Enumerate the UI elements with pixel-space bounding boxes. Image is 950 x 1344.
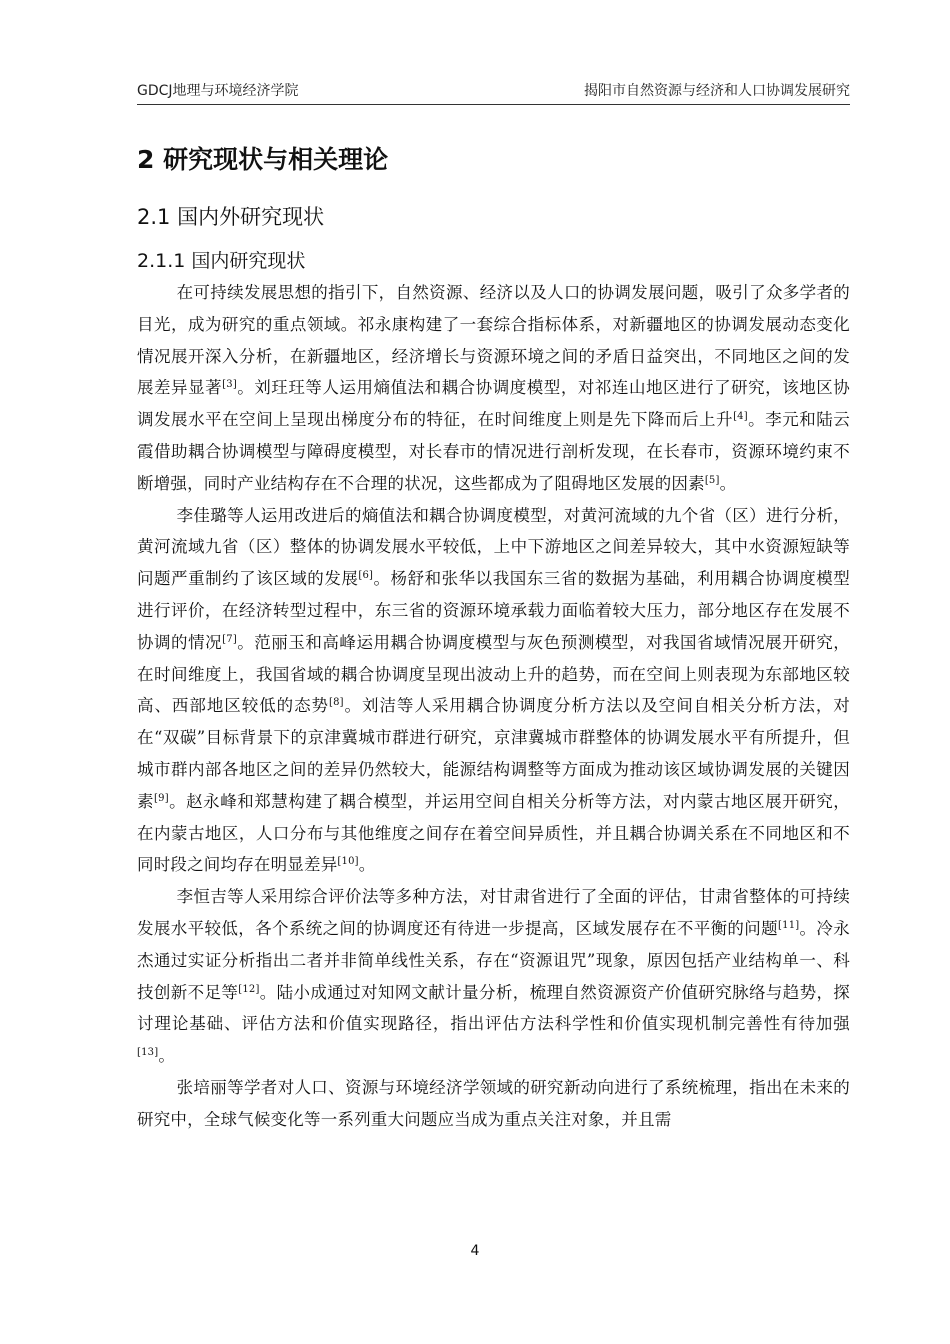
body-paragraph [137,881,850,1072]
paragraph-text: 。杨舒和张华以我国东三省的数据为基础，利用耦合协调度模型进行评价，在经济转型过程中，东三省的资源环境承载力面临着较大压力，部分地区存在发展不协调的情况 [137,569,850,652]
running-header [137,76,850,100]
citation-reference: [7] [222,633,237,645]
citation-reference: [4] [733,411,748,423]
paragraph-text: 张培丽等学者对人口、资源与环境经济学领域的研究新动向进行了系统梳理，指出在未来的研究中，全球气候变化等一系列重大问题应当成为重点关注对象，并且需 [137,1077,850,1129]
citation-reference: [10] [337,856,359,868]
citation-reference: [13] [137,1047,159,1059]
citation-reference: [6] [358,570,374,582]
body-text [137,277,850,1136]
citation-reference: [3] [222,379,237,391]
paragraph-text: 。李元和陆云霞借助耦合协调模型与障碍度模型，对长春市的情况进行剖析发现，在长春市，资源环境约束不断增强，同时产业结构存在不合理的状况，这些都成为了阻碍地区发展的因素 [137,410,851,493]
paragraph-text: 。冷永杰通过实证分析指出二者并非简单线性关系，存在“资源诅咒”现象，原因包括产业结构单一、科技创新不足等 [137,918,850,1002]
body-paragraph [137,1072,850,1136]
header-right-text: 揭阳市自然资源与经济和人口协调发展研究 [584,83,850,99]
paragraph-text: 。 [358,855,376,875]
paragraph-text: 。赵永峰和郑慧构建了耦合模型，并运用空间自相关分析等方法，对内蒙古地区展开研究，在内蒙古地区，人口分布与其他维度之间存在着空间异质性，并且耦合协调关系在不同地区和不同时段之间均存在明显差异 [137,791,850,875]
section-heading: 2.1 国内外研究现状 [137,205,325,229]
header-divider [137,104,850,105]
page-number: 4 [470,1243,480,1259]
paragraph-text: 。刘洁等人采用耦合协调度分析方法以及空间自相关分析方法，对在“双碳”目标背景下的京津冀城市群进行研究，京津冀城市群整体的协调发展水平有所提升，但城市群内部各地区之间的差异仍然较大，能源结构调整等方面成为推动该区域协调发展的关键因素 [137,696,850,811]
body-paragraph [137,500,850,882]
citation-reference: [5] [704,474,720,486]
paragraph-text: 。刘玨玨等人运用熵值法和耦合协调度模型，对祁连山地区进行了研究，该地区协调发展水平在空间上呈现出梯度分布的特征，在时间维度上则是先下降而后上升 [137,378,851,430]
header-left-text: GDCJ地理与环境经济学院 [137,83,299,99]
chapter-heading: 2 研究现状与相关理论 [137,145,389,174]
paragraph-text: 李恒吉等人采用综合评价法等多种方法，对甘肃省进行了全面的评估，甘肃省整体的可持续发展水平较低，各个系统之间的协调度还有待进一步提高，区域发展存在不平衡的问题 [137,887,850,938]
paragraph-text: 。范丽玉和高峰运用耦合协调度模型与灰色预测模型，对我国省域情况展开研究，在时间维度上，我国省域的耦合协调度呈现出波动上升的趋势，而在空间上则表现为东部地区较高、西部地区较低的态势 [137,632,851,716]
citation-reference: [11] [778,919,800,931]
paragraph-text: 。 [719,473,737,493]
paragraph-text: 。陆小成通过对知网文献计量分析，梳理自然资源资产价值研究脉络与趋势，探讨理论基础、评估方法和价值实现路径，指出评估方法科学性和价值实现机制完善性有待加强 [137,982,851,1034]
body-paragraph [137,277,850,500]
citation-reference: [9] [154,792,169,804]
paragraph-text: 在可持续发展思想的指引下，自然资源、经济以及人口的协调发展问题，吸引了众多学者的目光，成为研究的重点领域。祁永康构建了一套综合指标体系，对新疆地区的协调发展动态变化情况展开深入分析，在新疆地区，经济增长与资源环境之间的矛盾日益突出，不同地区之间的发展差异显著 [137,283,850,398]
subsection-heading: 2.1.1 国内研究现状 [137,250,306,272]
paragraph-text: 李佳璐等人运用改进后的熵值法和耦合协调度模型，对黄河流域的九个省（区）进行分析，黄河流域九省（区）整体的协调发展水平较低，上中下游地区之间差异较大，其中水资源短缺等问题严重制约了该区域的发展 [137,505,850,589]
citation-reference: [12] [238,983,260,995]
paragraph-text: 。 [158,1046,176,1066]
citation-reference: [8] [329,697,344,709]
